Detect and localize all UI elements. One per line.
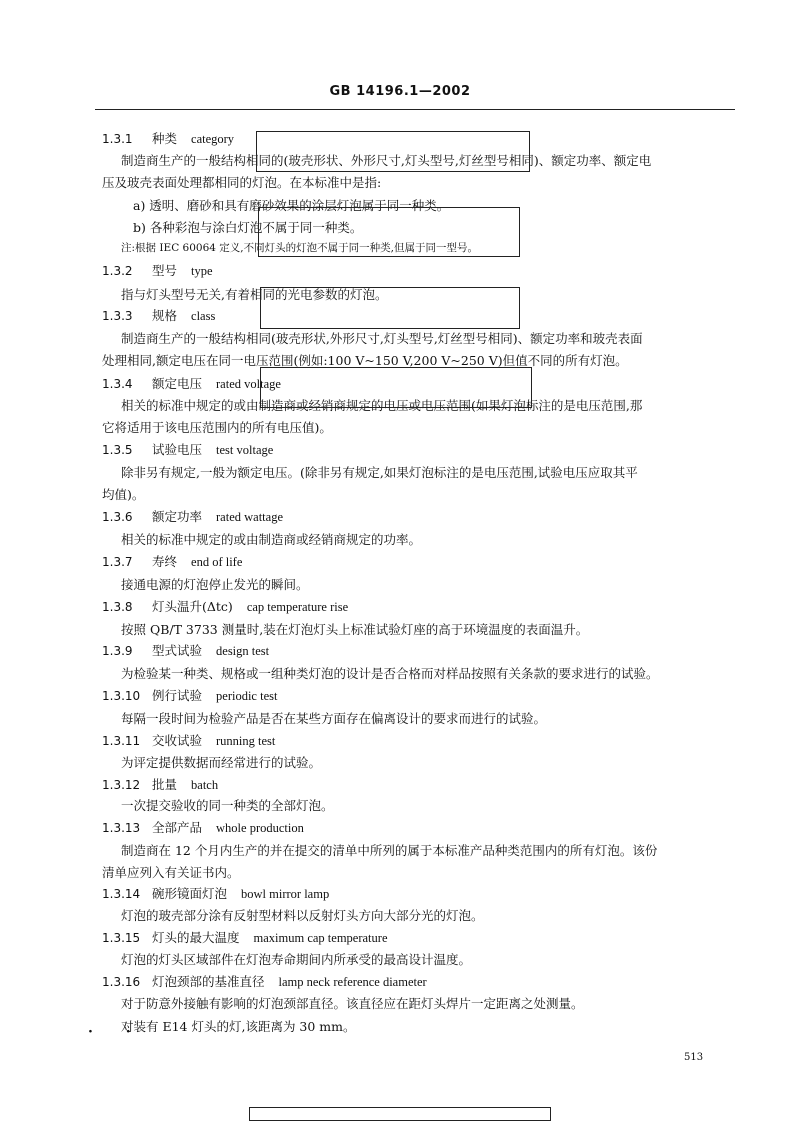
term-number: 1.3.9 <box>102 644 133 658</box>
paragraph-line: 对装有 E14 灯头的灯,该距离为 30 mm。 <box>121 1019 356 1034</box>
term-english: end of life <box>191 555 243 569</box>
term-chinese: 例行试验 <box>152 688 203 703</box>
term-heading <box>102 932 388 945</box>
term-chinese: 额定电压 <box>152 376 203 391</box>
term-chinese: 碗形镜面灯泡 <box>152 886 228 901</box>
standard-number-header: GB 14196.1—2002 <box>329 84 471 99</box>
paragraph-line: 相关的标准中规定的或由制造商或经销商规定的功率。 <box>121 532 422 547</box>
term-number: 1.3.6 <box>102 510 133 524</box>
paragraph-continuation: 压及玻壳表面处理都相同的灯泡。在本标准中是指: <box>102 175 382 190</box>
term-english: category <box>191 132 235 146</box>
paragraph-line: 制造商生产的一般结构相同的(玻壳形状、外形尺寸,灯头型号,灯丝型号相同)、额定功率、额定电 <box>121 153 652 168</box>
annotation-box-2 <box>258 207 520 257</box>
term-number: 1.3.15 <box>102 931 141 945</box>
paragraph-line: 每隔一段时间为检验产品是否在某些方面存在偏离设计的要求而进行的试验。 <box>121 711 547 726</box>
paragraph-line: 灯泡的玻壳部分涂有反射型材料以反射灯头方向大部分光的灯泡。 <box>121 908 484 923</box>
term-heading <box>102 888 329 901</box>
term-chinese: 寿终 <box>152 554 178 569</box>
term-number: 1.3.14 <box>102 887 141 901</box>
term-chinese: 种类 <box>152 131 178 146</box>
note-line: 注:根据 IEC 60064 定义,不同灯头的灯泡不属于同一种类,但属于同一型号。 <box>121 242 478 254</box>
term-number: 1.3.12 <box>102 778 141 792</box>
term-chinese: 型式试验 <box>152 643 203 658</box>
annotation-box-1 <box>256 131 530 172</box>
margin-marks: · · <box>88 1024 145 1040</box>
term-chinese: 灯头的最大温度 <box>152 930 240 945</box>
paragraph-continuation: 均值)。 <box>102 487 145 502</box>
term-chinese: 全部产品 <box>152 820 203 835</box>
term-chinese: 型号 <box>152 263 178 278</box>
list-item: a) 透明、磨砂和具有磨砂效果的涂层灯泡属于同一种类。 <box>133 198 450 213</box>
term-number: 1.3.1 <box>102 132 133 146</box>
term-number: 1.3.10 <box>102 689 141 703</box>
term-english: bowl mirror lamp <box>241 887 330 901</box>
term-number: 1.3.7 <box>102 555 133 569</box>
term-heading <box>102 779 218 792</box>
term-number: 1.3.5 <box>102 443 133 457</box>
term-heading <box>102 976 427 989</box>
term-chinese: 灯头温升(Δtc) <box>152 599 233 614</box>
list-item: b) 各种彩泡与涂白灯泡不属于同一种类。 <box>133 220 363 235</box>
paragraph-line: 接通电源的灯泡停止发光的瞬间。 <box>121 577 309 592</box>
paragraph-line: 指与灯头型号无关,有着相同的光电参数的灯泡。 <box>121 287 388 302</box>
term-heading <box>102 310 215 323</box>
term-heading <box>102 601 348 614</box>
term-number: 1.3.4 <box>102 377 133 391</box>
term-chinese: 试验电压 <box>152 442 203 457</box>
term-heading <box>102 822 304 835</box>
term-number: 1.3.13 <box>102 821 141 835</box>
term-english: maximum cap temperature <box>253 931 388 945</box>
paragraph-line: 制造商在 12 个月内生产的并在提交的清单中所列的属于本标准产品种类范围内的所有灯泡。该份 <box>121 843 658 858</box>
term-english: cap temperature rise <box>246 600 349 614</box>
term-number: 1.3.11 <box>102 734 141 748</box>
annotation-box-3 <box>260 287 520 329</box>
term-heading <box>102 378 281 391</box>
term-number: 1.3.8 <box>102 600 133 614</box>
term-heading <box>102 444 273 457</box>
term-chinese: 批量 <box>152 777 178 792</box>
term-number: 1.3.2 <box>102 264 133 278</box>
paragraph-line: 除非另有规定,一般为额定电压。(除非另有规定,如果灯泡标注的是电压范围,试验电压应取其平 <box>121 465 638 480</box>
term-chinese: 灯泡颈部的基准直径 <box>152 974 265 989</box>
paragraph-line: 为检验某一种类、规格或一组种类灯泡的设计是否合格而对样品按照有关条款的要求进行的试验。 <box>121 666 659 681</box>
paragraph-line: 为评定提供数据而经常进行的试验。 <box>121 755 322 770</box>
term-heading <box>102 133 234 146</box>
term-english: whole production <box>216 821 304 835</box>
term-number: 1.3.16 <box>102 975 141 989</box>
paragraph-line: 相关的标准中规定的或由制造商或经销商规定的电压或电压范围(如果灯泡标注的是电压范围,那 <box>121 398 643 413</box>
term-heading <box>102 556 242 569</box>
paragraph-line: 对于防意外接触有影响的灯泡颈部直径。该直径应在距灯头焊片一定距离之处测量。 <box>121 996 584 1011</box>
term-heading <box>102 265 213 278</box>
term-english: lamp neck reference diameter <box>278 975 427 989</box>
bottom-frame <box>249 1107 551 1121</box>
paragraph-line: 制造商生产的一般结构相同(玻壳形状,外形尺寸,灯头型号,灯丝型号相同)、额定功率和玻壳表面 <box>121 331 643 346</box>
term-english: batch <box>191 778 219 792</box>
term-chinese: 交收试验 <box>152 733 203 748</box>
paragraph-continuation: 清单应列入有关证书内。 <box>102 865 240 880</box>
term-heading <box>102 511 283 524</box>
paragraph-continuation: 它将适用于该电压范围内的所有电压值)。 <box>102 420 332 435</box>
term-english: rated voltage <box>216 377 281 391</box>
term-chinese: 额定功率 <box>152 509 203 524</box>
term-english: test voltage <box>216 443 274 457</box>
term-english: rated wattage <box>216 510 283 524</box>
term-heading <box>102 645 269 658</box>
paragraph-line: 按照 QB/T 3733 测量时,装在灯泡灯头上标准试验灯座的高于环境温度的表面温升。 <box>121 622 589 637</box>
term-english: type <box>191 264 213 278</box>
paragraph-line: 灯泡的灯头区域部件在灯泡寿命期间内所承受的最高设计温度。 <box>121 952 472 967</box>
term-chinese: 规格 <box>152 308 178 323</box>
page-number: 513 <box>684 1052 704 1063</box>
term-english: periodic test <box>216 689 278 703</box>
term-heading <box>102 735 275 748</box>
term-number: 1.3.3 <box>102 309 133 323</box>
paragraph-line: 一次提交验收的同一种类的全部灯泡。 <box>121 798 334 813</box>
term-heading <box>102 690 277 703</box>
annotation-box-4 <box>260 367 532 408</box>
term-english: running test <box>216 734 276 748</box>
paragraph-continuation: 处理相同,额定电压在同一电压范围(例如:100 V~150 V,200 V~250 V)但值不同的所有灯泡。 <box>102 353 628 368</box>
term-english: design test <box>216 644 270 658</box>
term-english: class <box>191 309 216 323</box>
